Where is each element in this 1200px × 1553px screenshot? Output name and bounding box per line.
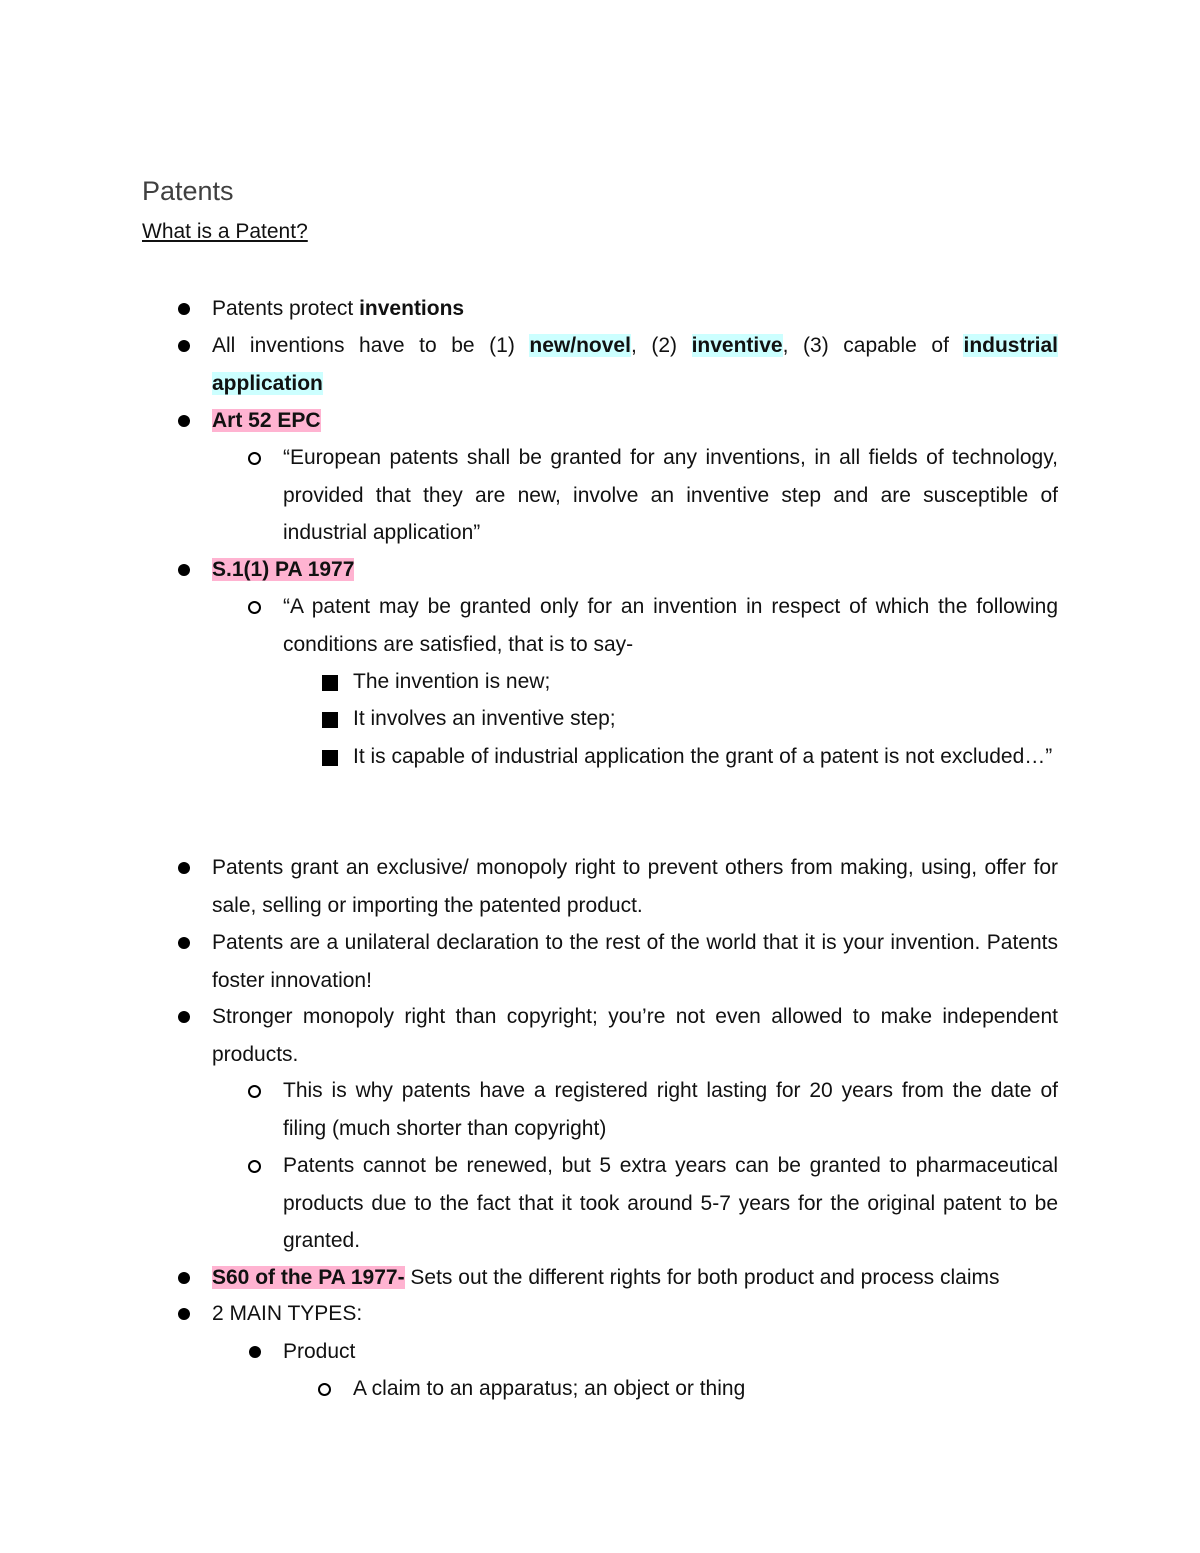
bullet-dot-icon <box>178 937 190 949</box>
bullet-dot-icon <box>178 415 190 427</box>
list-item <box>212 327 1058 402</box>
bullet-dot-icon <box>178 1011 190 1023</box>
list-item: 2 MAIN TYPES: <box>212 1302 363 1325</box>
list-item: A claim to an apparatus; an object or thing <box>353 1377 746 1400</box>
highlight-s1: S.1(1) PA 1977 <box>212 558 355 581</box>
bullet-ring-icon <box>248 601 261 614</box>
highlight-s60: S60 of the PA 1977- <box>212 1266 405 1289</box>
bullet-ring-icon <box>248 1160 261 1173</box>
item-text: Patents protect <box>212 297 360 320</box>
highlight-art52: Art 52 EPC <box>212 409 321 432</box>
bullet-ring-icon <box>318 1383 331 1396</box>
list-item <box>212 402 1058 440</box>
list-item: This is why patents have a registered right lasting for 20 years from the date of filing (much shorter than copyright) <box>283 1079 1058 1140</box>
item-emphasis: inventions <box>359 297 465 320</box>
bullet-ring-icon <box>248 1085 261 1098</box>
list-item: Stronger monopoly right than copyright; you’re not even allowed to make independent products. <box>212 1005 1058 1066</box>
bullet-ring-icon <box>248 452 261 465</box>
item-text: , (3) capable of <box>782 334 964 357</box>
bullet-dot-icon <box>178 340 190 352</box>
item-text: Sets out the different rights for both product and process claims <box>404 1266 1000 1289</box>
list-item: “A patent may be granted only for an invention in respect of which the following conditions are satisfied, that is to say- <box>283 595 1058 656</box>
list-item: It involves an inventive step; <box>353 707 616 730</box>
list-item: Patents are a unilateral declaration to the rest of the world that it is your invention. Patents foster innovation! <box>212 931 1058 992</box>
highlight-industrial: industrial application <box>212 334 1058 395</box>
list-item: It is capable of industrial application the grant of a patent is not excluded…” <box>353 745 1053 768</box>
bullet-dot-icon <box>249 1346 261 1358</box>
list-item: Patents cannot be renewed, but 5 extra years can be granted to pharmaceutical products due to the fact that it took around 5-7 years for the original patent to be granted. <box>283 1154 1058 1252</box>
list-item <box>212 290 1058 328</box>
bullet-square-icon <box>322 750 338 766</box>
item-text: , (2) <box>630 334 692 357</box>
item-text: All inventions have to be (1) <box>212 334 530 357</box>
bullet-dot-icon <box>178 1272 190 1284</box>
list-item <box>212 1259 1058 1297</box>
section-heading: What is a Patent? <box>142 220 308 243</box>
page-title: Patents <box>142 176 234 206</box>
bullet-square-icon <box>322 712 338 728</box>
bullet-dot-icon <box>178 303 190 315</box>
bullet-dot-icon <box>178 1308 190 1320</box>
list-item <box>212 551 1058 589</box>
bullet-dot-icon <box>178 862 190 874</box>
list-item: “European patents shall be granted for any inventions, in all fields of technology, provided that they are new, involve an inventive step and are susceptible of industrial application” <box>283 446 1058 544</box>
list-item: Product <box>283 1340 356 1363</box>
highlight-new: new/novel <box>529 334 631 357</box>
bullet-square-icon <box>322 675 338 691</box>
list-item: Patents grant an exclusive/ monopoly right to prevent others from making, using, offer for sale, selling or importing the patented product. <box>212 856 1058 917</box>
highlight-inventive: inventive <box>691 334 783 357</box>
list-item: The invention is new; <box>353 670 551 693</box>
bullet-dot-icon <box>178 564 190 576</box>
